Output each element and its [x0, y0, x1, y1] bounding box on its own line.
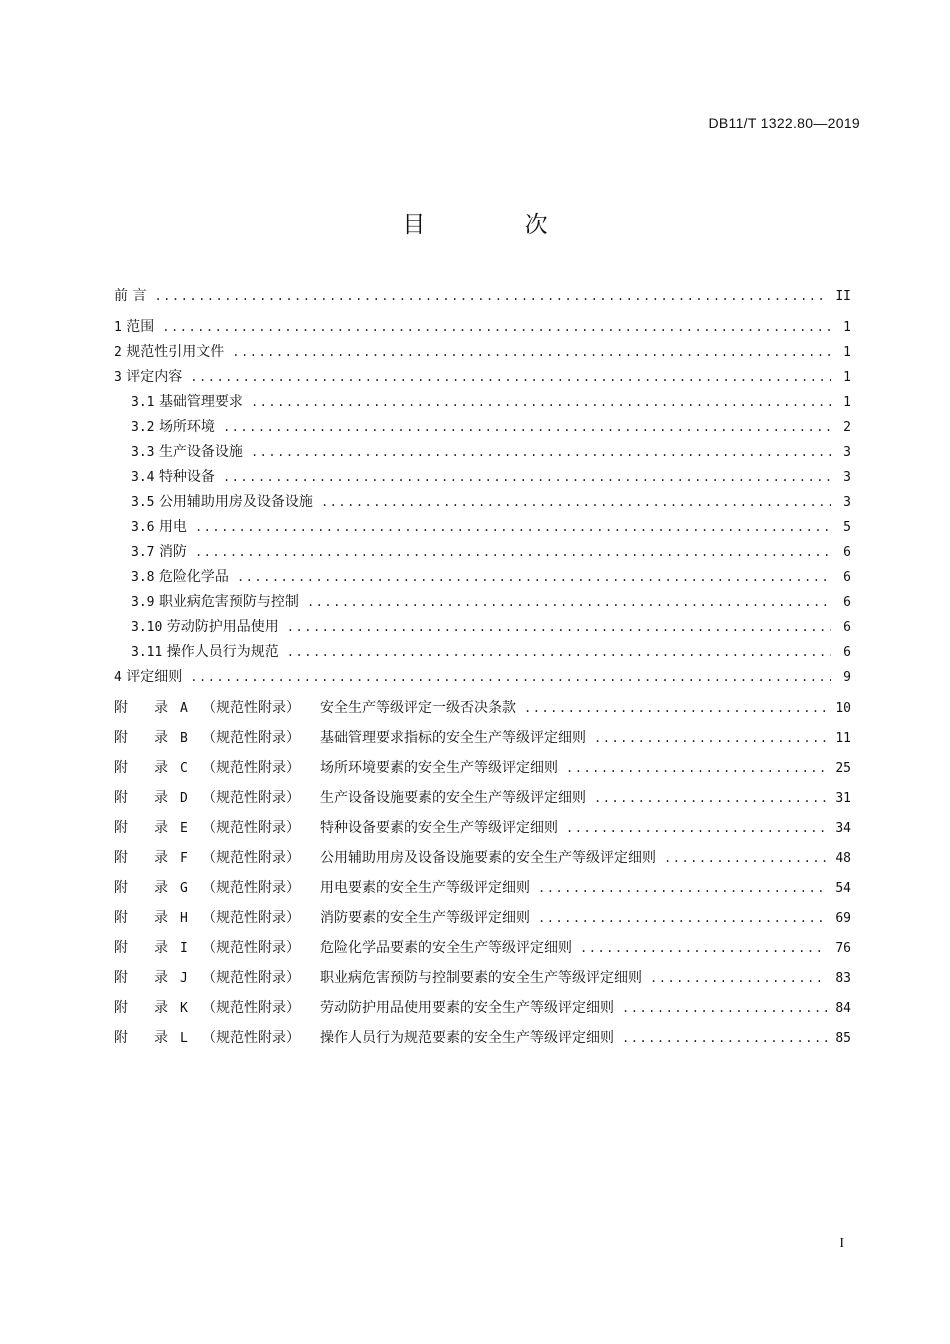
toc-appendix-d[interactable] — [114, 786, 851, 811]
leader-dots — [594, 726, 827, 751]
appendix-title: 职业病危害预防与控制要素的安全生产等级评定细则 — [320, 970, 642, 986]
leader-dots — [650, 966, 827, 991]
appendix-fu: 附 — [114, 910, 128, 926]
toc-entry-page: 1 — [843, 395, 851, 410]
leader-dots — [622, 1026, 827, 1051]
toc-entry-section-3-9[interactable] — [114, 590, 851, 615]
leader-dots — [594, 786, 827, 811]
toc-entry-label: 评定内容 — [126, 369, 183, 385]
leader-dots — [223, 465, 831, 490]
appendix-fu: 附 — [114, 700, 128, 716]
toc-entry-label: 前 言 — [114, 288, 147, 304]
toc-entry-page: 6 — [843, 620, 851, 635]
toc-entry-section-2[interactable] — [114, 340, 851, 365]
toc-appendix-e[interactable] — [114, 816, 851, 841]
appendix-lu: 录 — [154, 970, 168, 986]
appendix-letter: G — [180, 881, 188, 896]
toc-entry-label: 公用辅助用房及设备设施 — [158, 494, 313, 510]
appendix-lu: 录 — [154, 1030, 168, 1046]
appendix-letter: L — [180, 1031, 188, 1046]
toc-entry-section-3-6[interactable] — [114, 515, 851, 540]
appendix-type: （规范性附录） — [202, 880, 300, 896]
toc-entry-page: 3 — [843, 445, 851, 460]
leader-dots — [232, 340, 831, 365]
leader-dots — [580, 936, 827, 961]
appendix-letter: J — [180, 971, 188, 986]
toc-entry-number: 3.1 — [131, 395, 155, 410]
toc-entry-page: 1 — [843, 320, 851, 335]
leader-dots — [195, 515, 831, 540]
appendix-page: 34 — [835, 821, 851, 836]
appendix-letter: C — [180, 761, 188, 776]
leader-dots — [622, 996, 827, 1021]
leader-dots — [195, 540, 831, 565]
appendix-title: 基础管理要求指标的安全生产等级评定细则 — [320, 730, 586, 746]
toc-entry-number: 3.4 — [131, 470, 155, 485]
appendix-fu: 附 — [114, 730, 128, 746]
toc-entry-section-3-2[interactable] — [114, 415, 851, 440]
toc-entry-section-3-1[interactable] — [114, 390, 851, 415]
appendix-page: 11 — [835, 731, 851, 746]
toc-entry-number: 1 — [114, 320, 122, 335]
document-code: DB11/T 1322.80—2019 — [708, 115, 860, 131]
toc-entry-page: 1 — [843, 370, 851, 385]
toc-entry-label: 特种设备 — [158, 469, 215, 485]
appendix-letter: A — [180, 701, 188, 716]
toc-entry-page: II — [835, 289, 851, 304]
appendix-letter: I — [180, 941, 188, 956]
appendix-page: 69 — [835, 911, 851, 926]
leader-dots — [307, 590, 831, 615]
toc-entry-page: 1 — [843, 345, 851, 360]
appendix-fu: 附 — [114, 850, 128, 866]
appendix-type: （规范性附录） — [202, 850, 300, 866]
leader-dots — [321, 490, 831, 515]
appendix-fu: 附 — [114, 1030, 128, 1046]
toc-entry-label: 评定细则 — [126, 669, 183, 685]
toc-entry-section-1[interactable] — [114, 315, 851, 340]
appendix-letter: K — [180, 1001, 188, 1016]
appendix-type: （规范性附录） — [202, 1030, 300, 1046]
toc-appendix-j[interactable] — [114, 966, 851, 991]
toc-entry-number: 3.2 — [131, 420, 155, 435]
appendix-title: 消防要素的安全生产等级评定细则 — [320, 910, 530, 926]
leader-dots — [190, 365, 831, 390]
toc-entry-foreword[interactable] — [114, 284, 851, 309]
leader-dots — [251, 390, 831, 415]
toc-appendix-h[interactable] — [114, 906, 851, 931]
appendix-title: 危险化学品要素的安全生产等级评定细则 — [320, 940, 572, 956]
toc-entry-label: 生产设备设施 — [158, 444, 243, 460]
toc-entry-label: 职业病危害预防与控制 — [158, 594, 299, 610]
appendix-letter: D — [180, 791, 188, 806]
appendix-fu: 附 — [114, 970, 128, 986]
toc-entry-label: 范围 — [126, 319, 155, 335]
toc-entry-number: 3.6 — [131, 520, 155, 535]
toc-entry-number: 4 — [114, 670, 122, 685]
leader-dots — [154, 284, 827, 309]
leader-dots — [538, 906, 827, 931]
appendix-type: （规范性附录） — [202, 790, 300, 806]
toc-entry-number: 3.9 — [131, 595, 155, 610]
appendix-lu: 录 — [154, 850, 168, 866]
toc-entry-label: 劳动防护用品使用 — [166, 619, 279, 635]
appendix-fu: 附 — [114, 940, 128, 956]
appendix-lu: 录 — [154, 700, 168, 716]
toc-entry-section-3-11[interactable] — [114, 640, 851, 665]
appendix-type: （规范性附录） — [202, 1000, 300, 1016]
leader-dots — [538, 876, 827, 901]
toc-entry-page: 2 — [843, 420, 851, 435]
appendix-letter: B — [180, 731, 188, 746]
leader-dots — [287, 640, 831, 665]
appendix-page: 83 — [835, 971, 851, 986]
toc-entry-section-3-3[interactable] — [114, 440, 851, 465]
appendix-title: 安全生产等级评定一级否决条款 — [320, 700, 516, 716]
toc-entry-number: 3.7 — [131, 545, 155, 560]
appendix-letter: E — [180, 821, 188, 836]
appendix-title: 操作人员行为规范要素的安全生产等级评定细则 — [320, 1030, 614, 1046]
leader-dots — [287, 615, 831, 640]
appendix-page: 31 — [835, 791, 851, 806]
leader-dots — [664, 846, 827, 871]
toc-entry-number: 3.5 — [131, 495, 155, 510]
appendix-fu: 附 — [114, 1000, 128, 1016]
appendix-type: （规范性附录） — [202, 700, 300, 716]
toc-appendix-a[interactable] — [114, 696, 851, 721]
appendix-page: 10 — [835, 701, 851, 716]
toc-entry-label: 消防 — [158, 544, 187, 560]
page-number: I — [839, 1236, 844, 1251]
toc-entry-number: 2 — [114, 345, 122, 360]
appendix-letter: H — [180, 911, 188, 926]
toc-entry-page: 3 — [843, 470, 851, 485]
toc-entry-label: 用电 — [158, 519, 187, 535]
toc-entry-label: 场所环境 — [158, 419, 215, 435]
appendix-lu: 录 — [154, 940, 168, 956]
toc-entry-label: 危险化学品 — [158, 569, 229, 585]
page-title: 目 次 — [402, 212, 594, 238]
toc-entry-section-3-5[interactable] — [114, 490, 851, 515]
toc-appendix-c[interactable] — [114, 756, 851, 781]
toc-appendix-l[interactable] — [114, 1026, 851, 1051]
leader-dots — [237, 565, 831, 590]
appendix-type: （规范性附录） — [202, 730, 300, 746]
leader-dots — [566, 816, 827, 841]
toc-entry-number: 3.8 — [131, 570, 155, 585]
toc-entry-section-3[interactable] — [114, 365, 851, 390]
appendix-title: 特种设备要素的安全生产等级评定细则 — [320, 820, 558, 836]
toc-entry-section-3-4[interactable] — [114, 465, 851, 490]
appendix-fu: 附 — [114, 790, 128, 806]
appendix-type: （规范性附录） — [202, 760, 300, 776]
appendix-fu: 附 — [114, 760, 128, 776]
toc-entry-section-4[interactable] — [114, 665, 851, 690]
toc-entry-number: 3.3 — [131, 445, 155, 460]
toc-appendix-k[interactable] — [114, 996, 851, 1021]
appendix-fu: 附 — [114, 880, 128, 896]
toc-entry-page: 6 — [843, 570, 851, 585]
appendix-lu: 录 — [154, 820, 168, 836]
appendix-lu: 录 — [154, 1000, 168, 1016]
toc-entry-label: 基础管理要求 — [158, 394, 243, 410]
leader-dots — [524, 696, 827, 721]
leader-dots — [162, 315, 831, 340]
appendix-letter: F — [180, 851, 188, 866]
appendix-lu: 录 — [154, 910, 168, 926]
toc-entry-page: 3 — [843, 495, 851, 510]
appendix-page: 25 — [835, 761, 851, 776]
toc-entry-section-3-10[interactable] — [114, 615, 851, 640]
toc-entry-section-3-7[interactable] — [114, 540, 851, 565]
appendix-lu: 录 — [154, 730, 168, 746]
appendix-type: （规范性附录） — [202, 940, 300, 956]
toc-entry-page: 9 — [843, 670, 851, 685]
appendix-lu: 录 — [154, 760, 168, 776]
leader-dots — [223, 415, 831, 440]
appendix-page: 54 — [835, 881, 851, 896]
appendix-title: 劳动防护用品使用要素的安全生产等级评定细则 — [320, 1000, 614, 1016]
toc-entry-number: 3.10 — [131, 620, 163, 635]
appendix-lu: 录 — [154, 790, 168, 806]
appendix-type: （规范性附录） — [202, 910, 300, 926]
toc-entry-page: 6 — [843, 595, 851, 610]
toc-entry-page: 6 — [843, 545, 851, 560]
toc-appendix-b[interactable] — [114, 726, 851, 751]
toc-entry-label: 规范性引用文件 — [126, 344, 225, 360]
toc-entry-page: 5 — [843, 520, 851, 535]
appendix-page: 85 — [835, 1031, 851, 1046]
appendix-lu: 录 — [154, 880, 168, 896]
toc-entry-number: 3.11 — [131, 645, 163, 660]
appendix-type: （规范性附录） — [202, 970, 300, 986]
toc-entry-label: 操作人员行为规范 — [166, 644, 279, 660]
toc-appendix-i[interactable] — [114, 936, 851, 961]
leader-dots — [251, 440, 831, 465]
toc-entry-number: 3 — [114, 370, 122, 385]
toc-entry-section-3-8[interactable] — [114, 565, 851, 590]
appendix-title: 公用辅助用房及设备设施要素的安全生产等级评定细则 — [320, 850, 656, 866]
toc-appendix-f[interactable] — [114, 846, 851, 871]
appendix-title: 场所环境要素的安全生产等级评定细则 — [320, 760, 558, 776]
table-of-contents — [114, 284, 851, 1051]
leader-dots — [190, 665, 831, 690]
appendix-page: 84 — [835, 1001, 851, 1016]
toc-entry-page: 6 — [843, 645, 851, 660]
toc-appendix-g[interactable] — [114, 876, 851, 901]
appendix-page: 76 — [835, 941, 851, 956]
appendix-type: （规范性附录） — [202, 820, 300, 836]
appendix-title: 用电要素的安全生产等级评定细则 — [320, 880, 530, 896]
appendix-fu: 附 — [114, 820, 128, 836]
leader-dots — [566, 756, 827, 781]
appendix-title: 生产设备设施要素的安全生产等级评定细则 — [320, 790, 586, 806]
appendix-page: 48 — [835, 851, 851, 866]
